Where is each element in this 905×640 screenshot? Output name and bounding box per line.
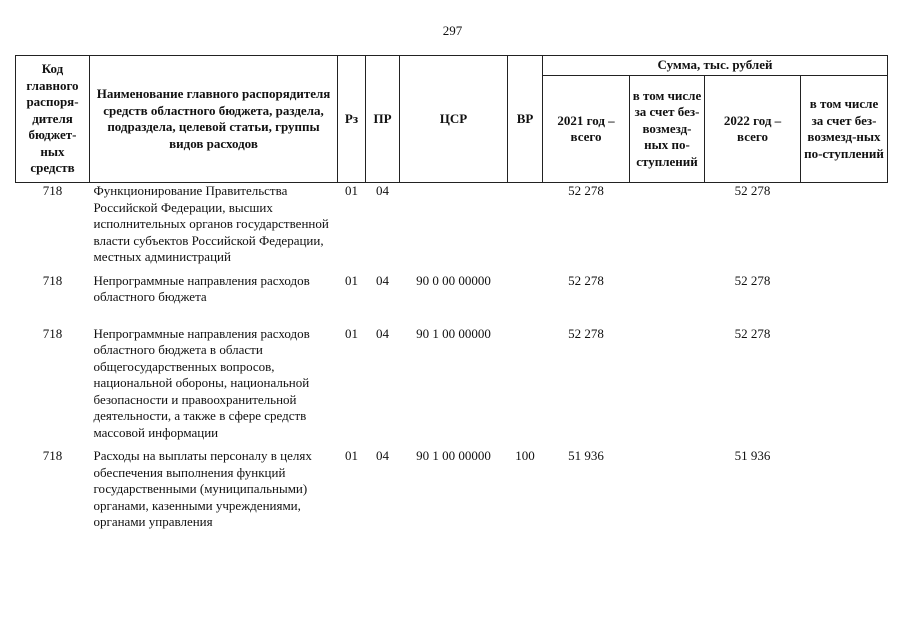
cell-pr: 04 [376, 272, 389, 288]
header-2021-total: 2021 год – всего [543, 76, 630, 183]
cell-2022-gratuitous [801, 273, 888, 306]
cell-vr [508, 273, 543, 306]
cell-csr: 90 0 00 00000 [416, 272, 491, 288]
cell-code: 718 [42, 325, 63, 341]
cell-2022-total: 51 936 [734, 448, 771, 463]
cell-name: Непрограммные направления расходов областного бюджета в области общегосударственных вопросов, национальной обороны, национальной безопасности и правоохранительной деятельности, а также в сфере средств массовой информации [93, 325, 310, 440]
cell-2021-total: 52 278 [568, 272, 604, 288]
cell-csr: 90 1 00 00000 [416, 325, 491, 341]
cell-2021-total: 52 278 [568, 325, 604, 341]
table-header [16, 56, 888, 183]
cell-2022-total: 52 278 [734, 183, 771, 198]
header-rz: Рз [338, 56, 366, 183]
cell-2022-total: 52 278 [734, 272, 771, 288]
header-2021-gratuitous: в том числе за счет без-возмезд-ных по-ступлений [630, 76, 705, 183]
cell-csr [400, 183, 508, 266]
cell-2022-gratuitous [801, 326, 888, 442]
table-row [16, 273, 888, 306]
cell-name: Непрограммные направления расходов областного бюджета [93, 272, 310, 304]
header-csr: ЦСР [400, 56, 508, 183]
cell-name: Функционирование Правительства Российской Федерации, высших исполнительных органов государственной власти субъектов Российской Федерации, местных администраций [93, 183, 329, 264]
table-row [16, 326, 888, 442]
cell-vr [508, 326, 543, 442]
cell-pr: 04 [376, 325, 389, 341]
cell-2022-total: 52 278 [734, 325, 771, 341]
cell-code: 718 [42, 183, 63, 198]
cell-code: 718 [42, 448, 63, 463]
cell-2021-total: 52 278 [568, 183, 604, 198]
header-vr: ВР [508, 56, 543, 183]
table-row [16, 183, 888, 266]
header-pr: ПР [366, 56, 400, 183]
header-code: Код главного распоря-дителя бюджет-ных средств [16, 56, 90, 183]
cell-2021-total: 51 936 [568, 448, 604, 463]
cell-vr [508, 183, 543, 266]
header-name: Наименование главного распорядителя средств областного бюджета, раздела, подраздела, целевой статьи, группы видов расходов [90, 56, 338, 183]
cell-rz: 01 [345, 448, 358, 463]
table-body [16, 183, 888, 531]
cell-2021-gratuitous [630, 326, 705, 442]
cell-rz: 01 [345, 272, 358, 288]
cell-2021-gratuitous [630, 183, 705, 266]
budget-table [15, 55, 888, 531]
cell-2022-gratuitous [801, 183, 888, 266]
header-2022-gratuitous: в том числе за счет без-возмезд-ных по-ступлений [801, 76, 888, 183]
header-sum: Сумма, тыс. рублей [543, 56, 888, 76]
cell-2022-gratuitous [801, 448, 888, 531]
cell-rz: 01 [345, 183, 358, 198]
cell-2021-gratuitous [630, 448, 705, 531]
cell-rz: 01 [345, 325, 358, 341]
cell-name: Расходы на выплаты персоналу в целях обеспечения выполнения функций государственными (муниципальными) органами, казенными учреждениями, органами управления [93, 448, 312, 529]
cell-code: 718 [42, 272, 63, 288]
cell-csr: 90 1 00 00000 [416, 448, 491, 463]
cell-vr: 100 [515, 448, 535, 463]
cell-pr: 04 [376, 448, 389, 463]
cell-pr: 04 [376, 183, 389, 198]
page-number: 297 [442, 23, 463, 38]
cell-2021-gratuitous [630, 273, 705, 306]
table-row [16, 448, 888, 531]
header-2022-total: 2022 год – всего [705, 76, 801, 183]
